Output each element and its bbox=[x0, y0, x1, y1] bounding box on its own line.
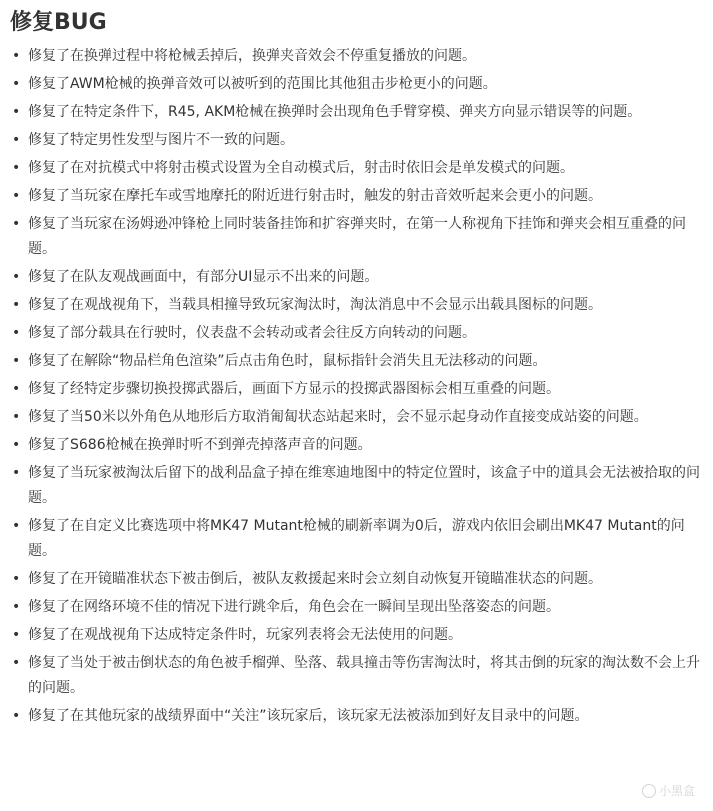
list-item-text: 修复了当玩家被淘汰后留下的战利品盒子掉在维寒迪地图中的特定位置时，该盒子中的道具会无法被拾取的问题。 bbox=[28, 465, 700, 506]
list-item-text: 修复了在换弹过程中将枪械丢掉后，换弹夹音效会不停重复播放的问题。 bbox=[28, 48, 476, 64]
bullet-icon: • bbox=[12, 188, 21, 204]
watermark-logo-icon bbox=[642, 784, 656, 798]
bullet-icon: • bbox=[12, 627, 21, 643]
bullet-icon: • bbox=[12, 708, 21, 724]
list-item bbox=[10, 623, 703, 648]
bullet-icon: • bbox=[12, 381, 21, 397]
list-item bbox=[10, 651, 703, 701]
list-item-text: 修复了AWM枪械的换弹音效可以被听到的范围比其他狙击步枪更小的问题。 bbox=[28, 76, 497, 92]
list-item-text: 修复了经特定步骤切换投掷武器后，画面下方显示的投掷武器图标会相互重叠的问题。 bbox=[28, 381, 560, 397]
list-item bbox=[10, 184, 703, 209]
bullet-icon: • bbox=[12, 571, 21, 587]
bullet-icon: • bbox=[12, 48, 21, 64]
list-item-text: 修复了部分载具在行驶时，仪表盘不会转动或者会往反方向转动的问题。 bbox=[28, 325, 476, 341]
list-item bbox=[10, 72, 703, 97]
bullet-icon: • bbox=[12, 76, 21, 92]
bullet-icon: • bbox=[12, 599, 21, 615]
list-item bbox=[10, 461, 703, 511]
list-item bbox=[10, 100, 703, 125]
list-item bbox=[10, 156, 703, 181]
list-item bbox=[10, 349, 703, 374]
list-item bbox=[10, 567, 703, 592]
list-item bbox=[10, 128, 703, 153]
list-item-text: 修复了S686枪械在换弹时听不到弹壳掉落声音的问题。 bbox=[28, 437, 372, 453]
watermark bbox=[642, 782, 695, 799]
list-item-text: 修复了当玩家在摩托车或雪地摩托的附近进行射击时，触发的射击音效听起来会更小的问题。 bbox=[28, 188, 602, 204]
watermark-text: 小黑盒 bbox=[658, 784, 695, 798]
list-item bbox=[10, 321, 703, 346]
list-item bbox=[10, 433, 703, 458]
bullet-icon: • bbox=[12, 655, 21, 671]
bullet-icon: • bbox=[12, 518, 21, 534]
bullet-icon: • bbox=[12, 465, 21, 481]
list-item-text: 修复了当处于被击倒状态的角色被手榴弹、坠落、载具撞击等伤害淘汰时，将其击倒的玩家的淘汰数不会上升的问题。 bbox=[28, 655, 700, 696]
list-item bbox=[10, 212, 703, 262]
list-item bbox=[10, 704, 703, 729]
list-item-text: 修复了在自定义比赛选项中将MK47 Mutant枪械的刷新率调为0后，游戏内依旧会刷出MK47 Mutant的问题。 bbox=[28, 518, 685, 559]
list-item bbox=[10, 44, 703, 69]
bullet-icon: • bbox=[12, 269, 21, 285]
list-item-text: 修复了在解除“物品栏角色渲染”后点击角色时，鼠标指针会消失且无法移动的问题。 bbox=[28, 353, 547, 369]
list-item-text: 修复了在特定条件下，R45, AKM枪械在换弹时会出现角色手臂穿模、弹夹方向显示错误等的问题。 bbox=[28, 104, 642, 120]
list-item-text: 修复了在观战视角下，当载具相撞导致玩家淘汰时，淘汰消息中不会显示出载具图标的问题。 bbox=[28, 297, 602, 313]
bullet-icon: • bbox=[12, 104, 21, 120]
bullet-icon: • bbox=[12, 216, 21, 232]
list-item-text: 修复了在对抗模式中将射击模式设置为全自动模式后，射击时依旧会是单发模式的问题。 bbox=[28, 160, 574, 176]
list-item bbox=[10, 377, 703, 402]
list-item-text: 修复了在网络环境不佳的情况下进行跳伞后，角色会在一瞬间呈现出坠落姿态的问题。 bbox=[28, 599, 560, 615]
list-item bbox=[10, 514, 703, 564]
list-item bbox=[10, 265, 703, 290]
bullet-icon: • bbox=[12, 353, 21, 369]
list-item-text: 修复了特定男性发型与图片不一致的问题。 bbox=[28, 132, 294, 148]
bullet-icon: • bbox=[12, 437, 21, 453]
list-item bbox=[10, 595, 703, 620]
list-item bbox=[10, 293, 703, 318]
bug-fix-list bbox=[10, 44, 703, 729]
section-title: 修复BUG bbox=[10, 10, 107, 35]
list-item-text: 修复了在观战视角下达成特定条件时，玩家列表将会无法使用的问题。 bbox=[28, 627, 462, 643]
bullet-icon: • bbox=[12, 409, 21, 425]
bullet-icon: • bbox=[12, 132, 21, 148]
bullet-icon: • bbox=[12, 325, 21, 341]
list-item-text: 修复了在队友观战画面中，有部分UI显示不出来的问题。 bbox=[28, 269, 379, 285]
bullet-icon: • bbox=[12, 160, 21, 176]
list-item-text: 修复了在开镜瞄准状态下被击倒后，被队友救援起来时会立刻自动恢复开镜瞄准状态的问题。 bbox=[28, 571, 602, 587]
list-item-text: 修复了当玩家在汤姆逊冲锋枪上同时装备挂饰和扩容弹夹时，在第一人称视角下挂饰和弹夹会相互重叠的问题。 bbox=[28, 216, 686, 257]
list-item bbox=[10, 405, 703, 430]
list-item-text: 修复了当50米以外角色从地形后方取消匍匐状态站起来时，会不显示起身动作直接变成站姿的问题。 bbox=[28, 409, 648, 425]
bullet-icon: • bbox=[12, 297, 21, 313]
list-item-text: 修复了在其他玩家的战绩界面中“关注”该玩家后，该玩家无法被添加到好友目录中的问题。 bbox=[28, 708, 589, 724]
